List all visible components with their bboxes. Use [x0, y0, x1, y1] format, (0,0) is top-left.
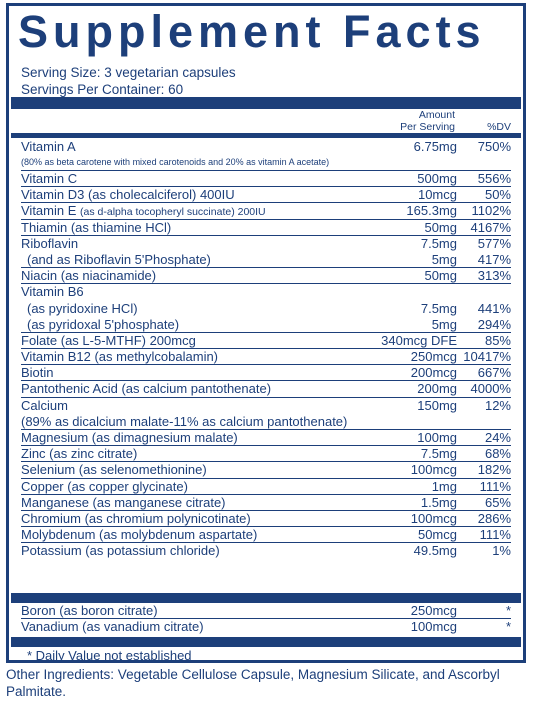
table-row [21, 381, 511, 397]
table-row [21, 268, 511, 284]
nutrient-dv: 111% [479, 478, 511, 494]
nutrient-name: Vitamin B12 (as methylcobalamin) [21, 349, 219, 365]
nutrient-dv: 182% [477, 462, 511, 478]
table-row [21, 543, 511, 559]
table-row [21, 446, 511, 462]
nutrient-dv: 1% [492, 543, 511, 559]
table-row [21, 171, 511, 187]
table-row [21, 301, 511, 317]
table-row [21, 511, 511, 527]
nutrient-name: Copper (as copper glycinate) [21, 478, 188, 494]
table-row [21, 479, 511, 495]
nutrient-dv: 12% [484, 397, 511, 413]
nutrient-name: (as pyridoxal 5'phosphate) [27, 316, 180, 332]
nutrient-amount: 100mg [417, 430, 457, 445]
nutrient-name: Manganese (as manganese citrate) [21, 494, 226, 510]
table-row [21, 203, 511, 219]
nutrient-amount: 50mg [424, 219, 457, 235]
servings-per-container: Servings Per Container: 60 [21, 82, 184, 97]
nutrient-name: Vanadium (as vanadium citrate) [21, 619, 204, 635]
nutrient-amount: 7.5mg [420, 446, 457, 462]
nutrient-dv: 417% [477, 251, 511, 267]
table-row [21, 603, 511, 619]
nutrient-amount: 1.5mg [420, 494, 457, 510]
nutrient-name: Vitamin A [21, 139, 76, 154]
nutrient-amount: 6.75mg [413, 139, 457, 154]
supplement-facts-panel [6, 3, 526, 663]
nutrient-name: Niacin (as niacinamide) [21, 268, 157, 284]
nutrient-amount: 100mcg [410, 462, 457, 478]
nutrient-name: Boron (as boron citrate) [21, 603, 158, 618]
nutrient-name: Magnesium (as dimagnesium malate) [21, 430, 238, 445]
table-row [21, 495, 511, 511]
nutrient-dv: 65% [484, 494, 511, 510]
table-row [21, 619, 511, 635]
nutrient-dv: 667% [477, 365, 511, 381]
nutrient-dv: 294% [477, 316, 511, 332]
nutrient-name: Chromium (as chromium polynicotinate) [21, 510, 251, 526]
table-row [21, 430, 511, 446]
nutrient-amount: 165.3mg [406, 203, 457, 219]
serving-info [21, 64, 236, 98]
nutrient-dv: 4167% [470, 219, 511, 235]
nutrient-table-other [21, 603, 511, 635]
table-row [21, 462, 511, 478]
table-row [21, 236, 511, 252]
nutrient-dv: * [505, 603, 511, 618]
nutrient-dv: * [505, 619, 511, 635]
nutrient-table-main [21, 139, 511, 560]
nutrient-amount: 7.5mg [420, 300, 457, 316]
table-row [21, 349, 511, 365]
nutrient-name: Biotin [21, 365, 54, 381]
table-row [21, 284, 511, 300]
nutrient-name: Vitamin D3 (as cholecalciferol) 400IU [21, 187, 235, 203]
table-row [21, 414, 511, 430]
nutrient-name: Thiamin (as thiamine HCl) [21, 219, 172, 235]
amount-column-header: Amount Per Serving [400, 109, 455, 133]
nutrient-amount: 200mcg [410, 365, 457, 381]
nutrient-name: Riboflavin [21, 235, 79, 251]
table-row [21, 139, 511, 171]
nutrient-dv: 4000% [470, 381, 511, 397]
panel-title: Supplement Facts [18, 6, 486, 57]
header-divider [11, 133, 521, 138]
table-row [21, 220, 511, 236]
nutrient-name: Vitamin B6 [21, 284, 84, 300]
nutrient-dv: 10417% [463, 349, 511, 365]
dv-footnote: * Daily Value not established [27, 648, 192, 663]
nutrient-name: (89% as dicalcium malate-11% as calcium pantothenate) [21, 413, 348, 429]
nutrient-dv: 111% [479, 527, 511, 543]
nutrient-dv: 577% [477, 235, 511, 251]
bottom-divider [11, 637, 521, 647]
table-row [21, 365, 511, 381]
nutrient-dv: 1102% [471, 203, 511, 219]
nutrient-amount: 49.5mg [413, 543, 457, 559]
nutrient-dv: 24% [484, 430, 511, 445]
nutrient-name: Calcium [21, 397, 68, 413]
nutrient-dv: 441% [477, 300, 511, 316]
nutrient-dv: 85% [484, 332, 511, 348]
serving-size: Serving Size: 3 vegetarian capsules [21, 65, 236, 80]
table-row [21, 527, 511, 543]
nutrient-amount: 340mcg DFE [381, 332, 457, 348]
nutrient-amount: 5mg [431, 316, 457, 332]
nutrient-dv: 750% [477, 139, 511, 154]
section-divider [11, 593, 521, 603]
nutrient-name: Zinc (as zinc citrate) [21, 446, 138, 462]
nutrient-amount: 50mg [424, 268, 457, 284]
nutrient-amount: 150mg [417, 397, 457, 413]
table-row [21, 398, 511, 414]
nutrient-amount: 200mg [417, 381, 457, 397]
nutrient-name: Folate (as L-5-MTHF) 200mcg [21, 332, 196, 348]
nutrient-amount: 100mcg [410, 619, 457, 635]
table-row [21, 333, 511, 349]
nutrient-amount: 250mcg [410, 349, 457, 365]
thick-divider [11, 97, 521, 109]
nutrient-name: (and as Riboflavin 5'Phosphate) [27, 251, 211, 267]
vitamin-a-note: (80% as beta carotene with mixed carotenoids and 20% as vitamin A acetate) [21, 157, 330, 167]
nutrient-amount: 100mcg [410, 510, 457, 526]
nutrient-name: Vitamin C [21, 171, 78, 186]
nutrient-name: Molybdenum (as molybdenum aspartate) [21, 527, 258, 543]
nutrient-amount: 50mcg [417, 527, 457, 543]
table-row [21, 187, 511, 203]
nutrient-amount: 1mg [431, 478, 457, 494]
nutrient-name: Pantothenic Acid (as calcium pantothenate) [21, 381, 272, 397]
nutrient-dv: 556% [477, 171, 511, 186]
nutrient-dv: 68% [484, 446, 511, 462]
nutrient-amount: 10mcg [417, 187, 457, 203]
nutrient-dv: 313% [477, 268, 511, 284]
table-row [21, 317, 511, 333]
vitamin-e-source: (as d-alpha tocopheryl succinate) 200IU [80, 206, 266, 219]
nutrient-amount: 250mcg [410, 603, 457, 618]
dv-column-header: %DV [487, 121, 511, 133]
nutrient-name: Potassium (as potassium chloride) [21, 543, 220, 559]
nutrient-name: (as pyridoxine HCl) [27, 300, 138, 316]
nutrient-amount: 7.5mg [420, 235, 457, 251]
table-row [21, 252, 511, 268]
nutrient-name: Selenium (as selenomethionine) [21, 462, 207, 478]
nutrient-dv: 50% [484, 187, 511, 203]
nutrient-dv: 286% [477, 510, 511, 526]
nutrient-amount: 5mg [431, 251, 457, 267]
other-ingredients: Other Ingredients: Vegetable Cellulose Capsule, Magnesium Silicate, and Ascorbyl Palmitate. [6, 667, 500, 699]
nutrient-amount: 500mg [417, 171, 457, 186]
nutrient-name: Vitamin E (as d-alpha tocopheryl succinate) 200IU [21, 203, 266, 219]
